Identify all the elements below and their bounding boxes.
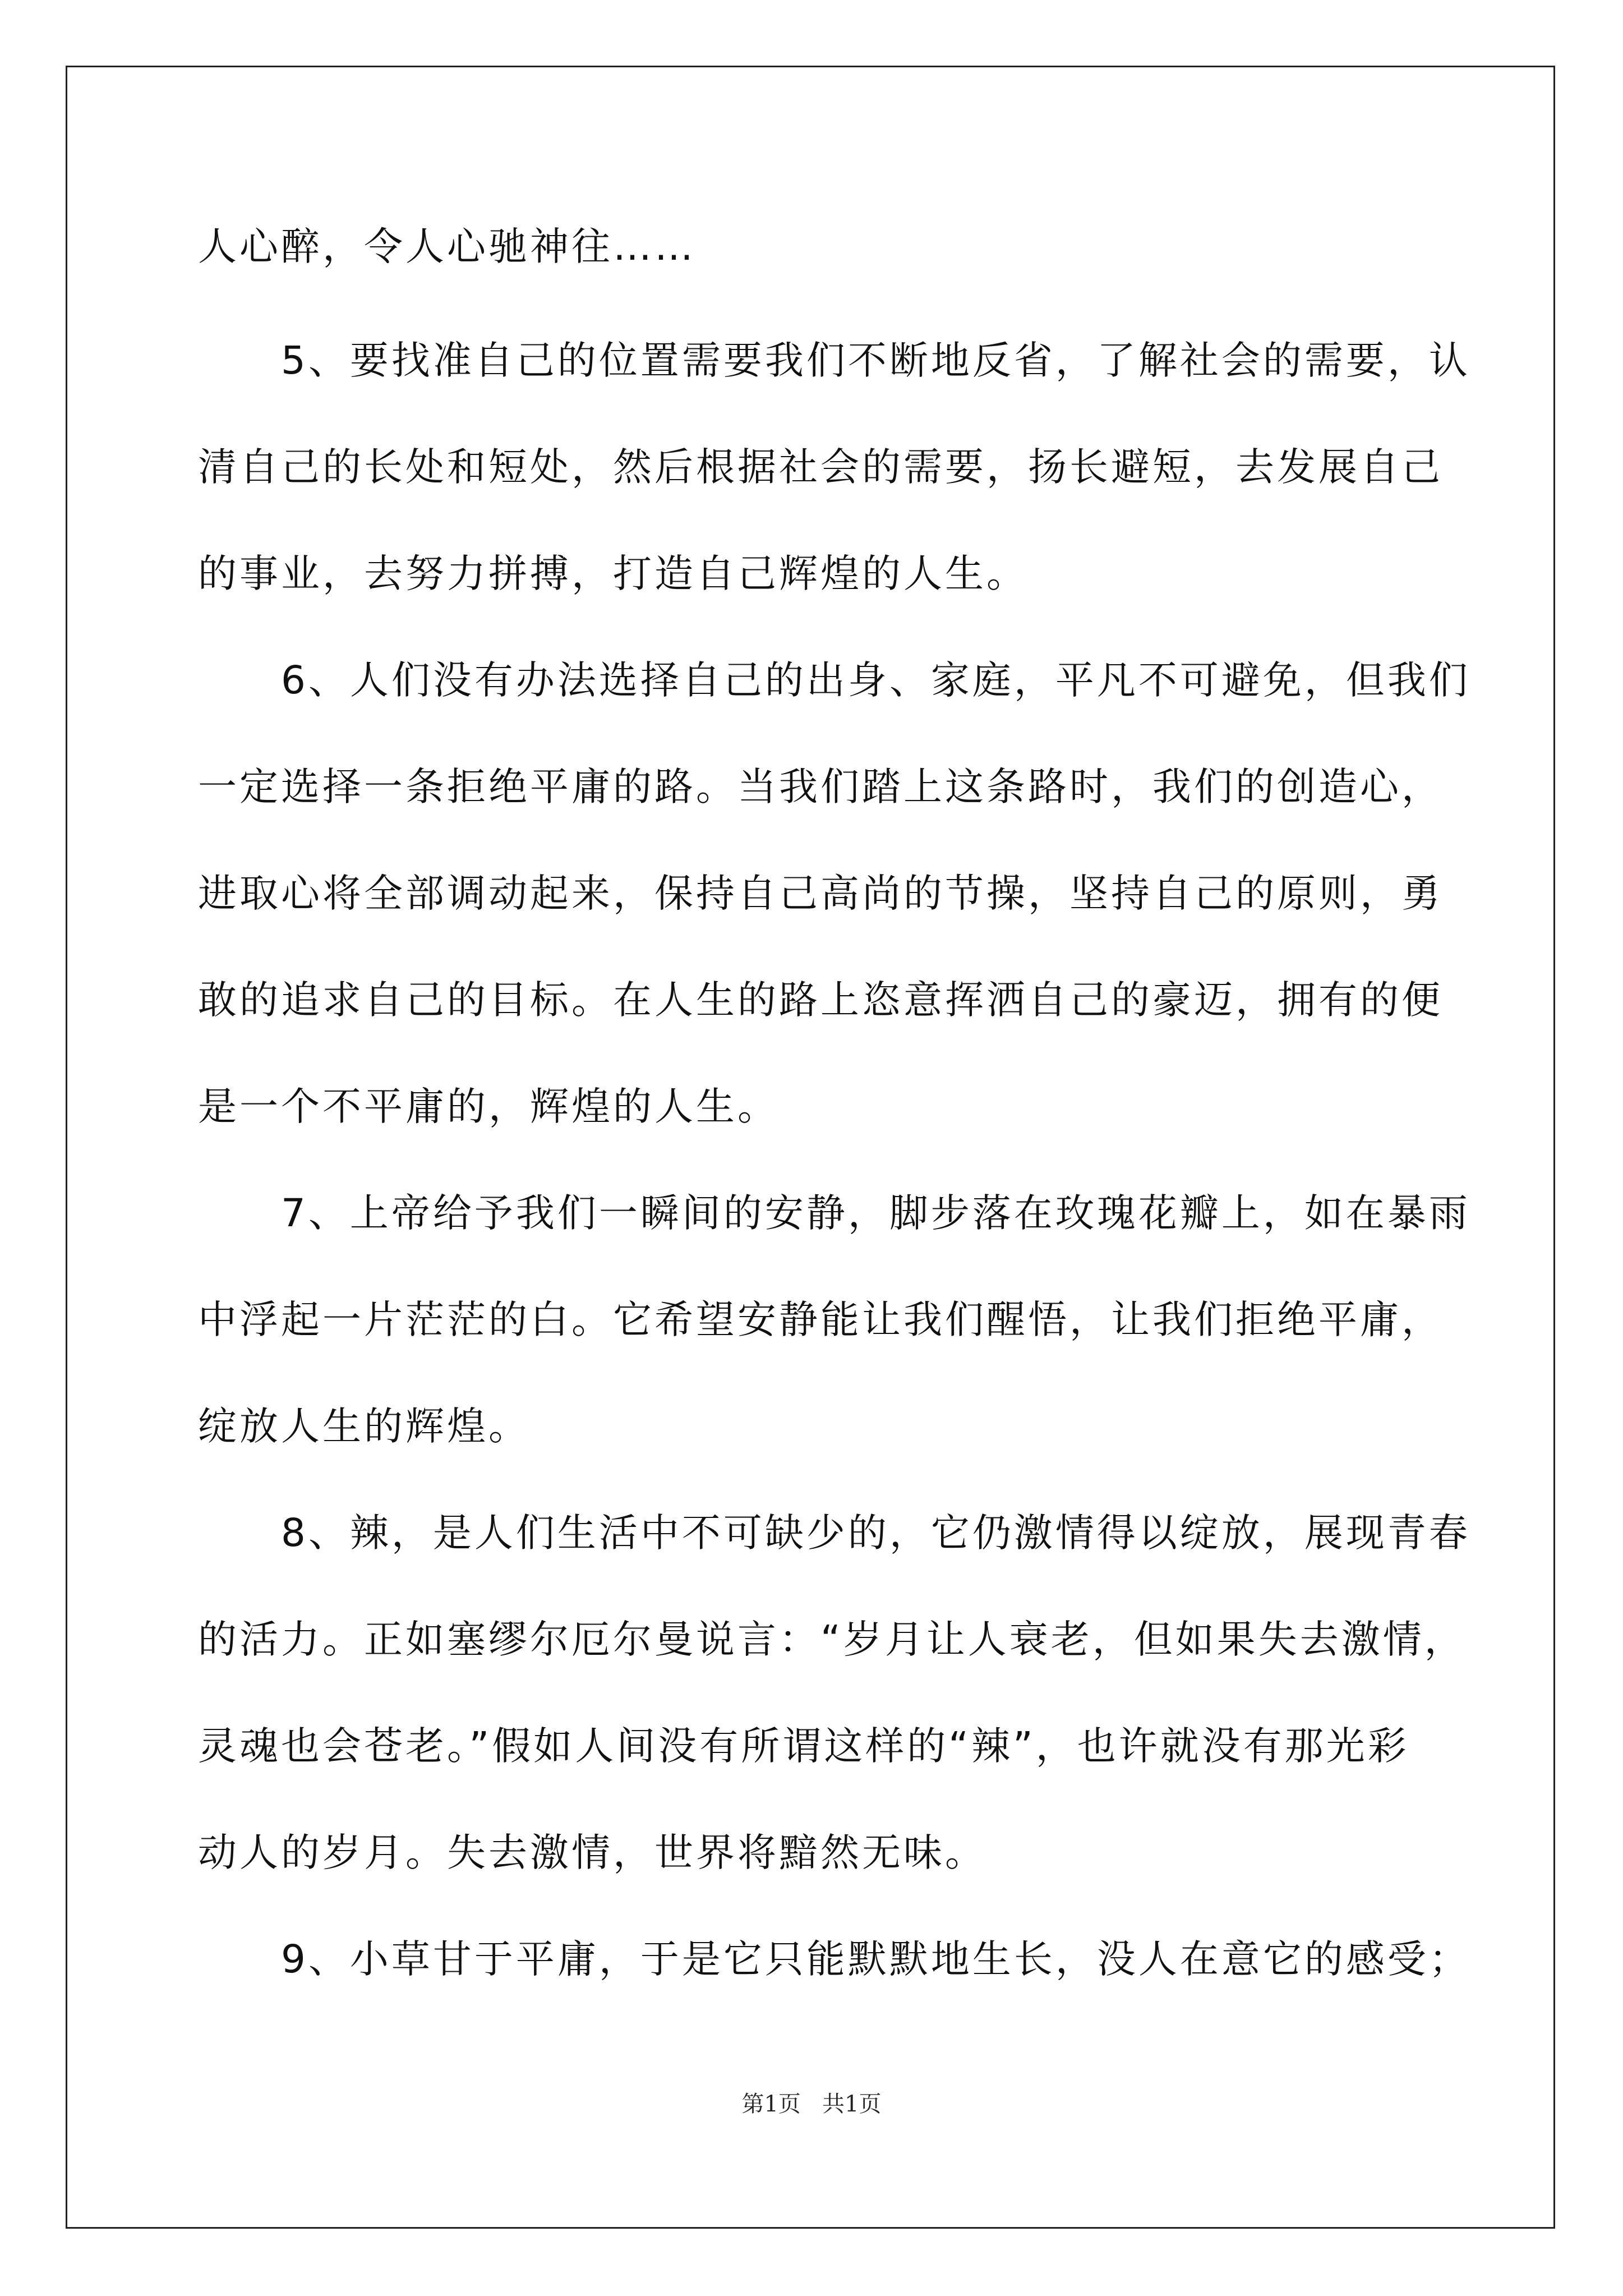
text-line: 灵魂也会苍老。”假如人间没有所谓这样的“辣”，也许就没有那光彩 — [198, 1724, 1409, 1769]
text-line: 进取心将全部调动起来，保持自己高尚的节操，坚持自己的原则，勇 — [198, 871, 1443, 916]
text-line: 一定选择一条拒绝平庸的路。当我们踏上这条路时，我们的创造心， — [198, 765, 1443, 809]
text-line: 7、上帝给予我们一瞬间的安静，脚步落在玫瑰花瓣上，如在暴雨 — [198, 1191, 1470, 1236]
text-line: 6、人们没有办法选择自己的出身、家庭，平凡不可避免，但我们 — [198, 658, 1470, 703]
text-line: 清自己的长处和短处，然后根据社会的需要，扬长避短，去发展自己 — [198, 445, 1443, 490]
text-line: 的活力。正如塞缪尔厄尔曼说言：“岁月让人衰老，但如果失去激情， — [198, 1617, 1466, 1662]
text-line: 敢的追求自己的目标。在人生的路上恣意挥洒自己的豪迈，拥有的便 — [198, 978, 1443, 1023]
text-line: 8、辣，是人们生活中不可缺少的，它仍激情得以绽放，展现青春 — [198, 1511, 1470, 1556]
text-line: 9、小草甘于平庸，于是它只能默默地生长，没人在意它的感受； — [198, 1937, 1470, 1982]
page-footer: 第1页 共1页 — [741, 2091, 882, 2117]
text-line: 动人的岁月。失去激情，世界将黯然无味。 — [198, 1830, 986, 1875]
text-line: 绽放人生的辉煌。 — [198, 1404, 530, 1449]
text-line: 是一个不平庸的，辉煌的人生。 — [198, 1084, 779, 1129]
text-line: 人心醉，令人心驰神往…… — [198, 224, 696, 269]
text-line: 中浮起一片茫茫的白。它希望安静能让我们醒悟，让我们拒绝平庸， — [198, 1297, 1443, 1342]
text-line: 的事业，去努力拼搏，打造自己辉煌的人生。 — [198, 551, 1028, 596]
text-line: 5、要找准自己的位置需要我们不断地反省，了解社会的需要，认 — [198, 338, 1470, 383]
